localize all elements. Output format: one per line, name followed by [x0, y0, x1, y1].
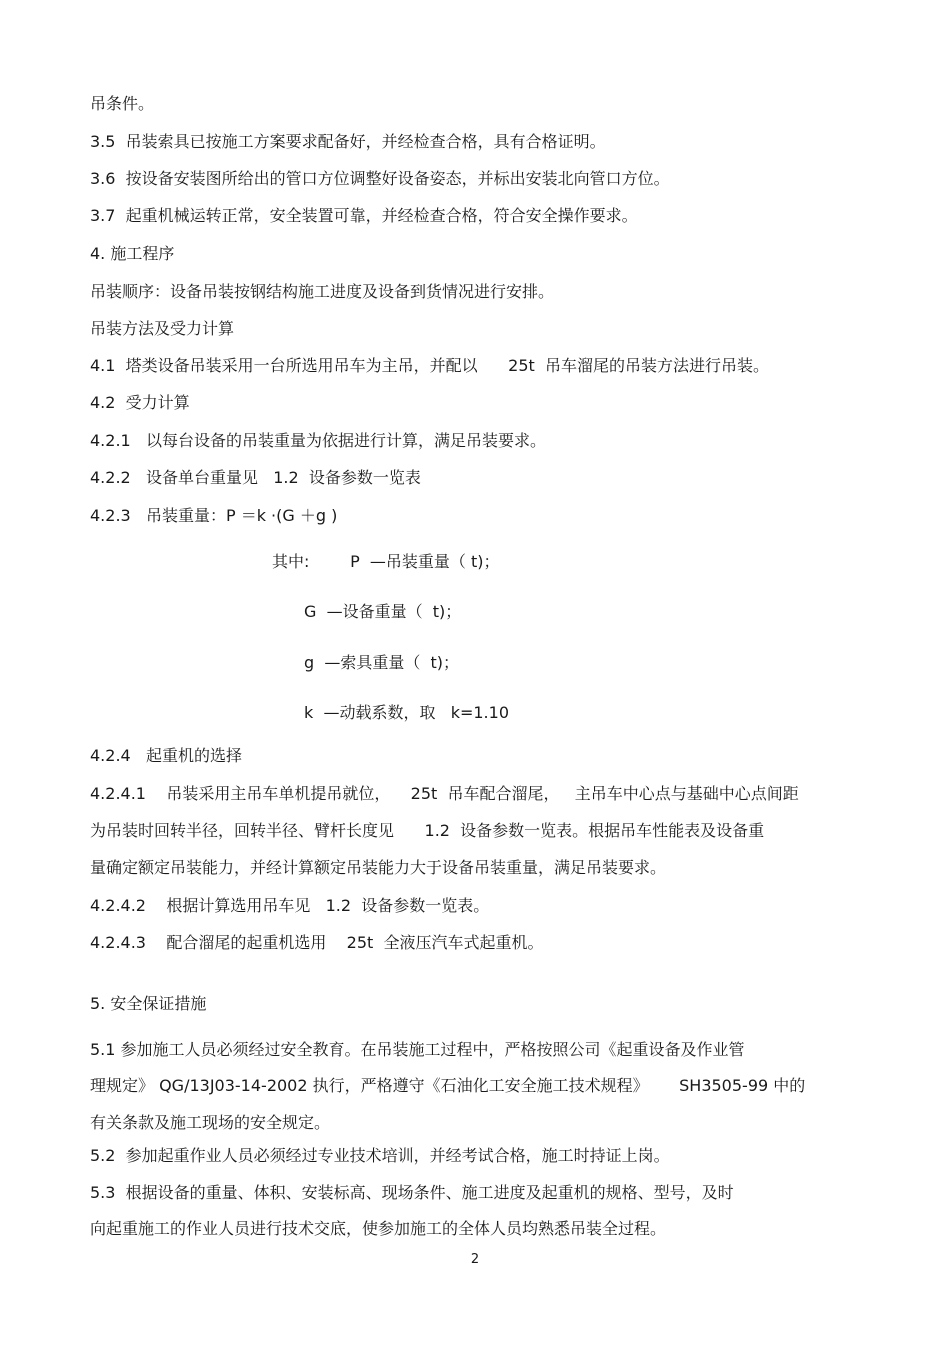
- formula-legend: k —动载系数，取 k=1.10: [304, 703, 509, 722]
- text-line: 3.5 吊装索具已按施工方案要求配备好，并经检查合格，具有合格证明。: [90, 132, 606, 151]
- formula-legend: G —设备重量（ t)；: [304, 602, 462, 621]
- text-line: 4.2.2 设备单台重量见 1.2 设备参数一览表: [90, 468, 421, 487]
- text-line: 吊装方法及受力计算: [90, 319, 235, 338]
- text-line: 有关条款及施工现场的安全规定。: [90, 1113, 331, 1132]
- text-line: 4.2 受力计算: [90, 393, 190, 412]
- text-line: 为吊装时回转半径，回转半径、臂杆长度见 1.2 设备参数一览表。根据吊车性能表及设备重: [90, 821, 765, 840]
- formula-legend: g —索具重量（ t)；: [304, 653, 460, 672]
- text-line: 吊条件。: [90, 94, 155, 113]
- section-heading: 4. 施工程序: [90, 244, 175, 263]
- text-line: 4.2.4.3 配合溜尾的起重机选用 25t 全液压汽车式起重机。: [90, 933, 544, 952]
- text-line: 4.2.4.2 根据计算选用吊车见 1.2 设备参数一览表。: [90, 896, 490, 915]
- text-line: 5.2 参加起重作业人员必须经过专业技术培训，并经考试合格，施工时持证上岗。: [90, 1146, 670, 1165]
- text-line: 量确定额定吊装能力，并经计算额定吊装能力大于设备吊装重量，满足吊装要求。: [90, 858, 667, 877]
- section-heading: 5. 安全保证措施: [90, 994, 207, 1013]
- text-line: 吊装顺序：设备吊装按钢结构施工进度及设备到货情况进行安排。: [90, 282, 555, 301]
- text-line: 3.7 起重机械运转正常，安全装置可靠，并经检查合格，符合安全操作要求。: [90, 206, 638, 225]
- page-number: 2: [470, 1252, 480, 1267]
- text-line: 4.2.4 起重机的选择: [90, 746, 242, 765]
- text-line: 理规定》 QG/13J03-14-2002 执行，严格遵守《石油化工安全施工技术规程》 SH3505-99 中的: [90, 1076, 806, 1095]
- text-line: 4.1 塔类设备吊装采用一台所选用吊车为主吊，并配以 25t 吊车溜尾的吊装方法进行吊装。: [90, 356, 769, 375]
- text-line: 5.3 根据设备的重量、体积、安装标高、现场条件、施工进度及起重机的规格、型号，及时: [90, 1183, 734, 1202]
- text-line: 5.1 参加施工人员必须经过安全教育。在吊装施工过程中，严格按照公司《起重设备及作业管: [90, 1040, 745, 1059]
- text-line: 向起重施工的作业人员进行技术交底，使参加施工的全体人员均熟悉吊装全过程。: [90, 1219, 667, 1238]
- formula-line: 4.2.3 吊装重量：P ＝k ·(G ＋g ): [90, 506, 338, 525]
- text-line: 3.6 按设备安装图所给出的管口方位调整好设备姿态，并标出安装北向管口方位。: [90, 169, 670, 188]
- formula-legend: 其中: P —吊装重量（ t)；: [272, 552, 500, 571]
- text-line: 4.2.1 以每台设备的吊装重量为依据进行计算，满足吊装要求。: [90, 431, 546, 450]
- text-line: 4.2.4.1 吊装采用主吊车单机提吊就位， 25t 吊车配合溜尾， 主吊车中心点与基础中心点间距: [90, 784, 799, 803]
